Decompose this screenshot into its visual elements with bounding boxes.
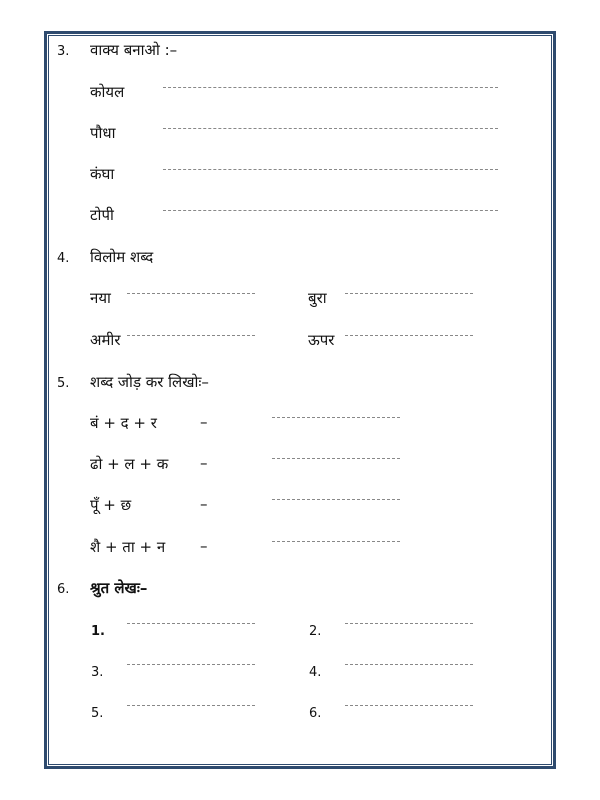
section-5-number: 5. bbox=[57, 376, 70, 391]
answer-line bbox=[163, 169, 498, 170]
word-paudha: पौधा bbox=[90, 124, 116, 142]
join-dash: – bbox=[200, 537, 208, 555]
section-3-title: वाक्य बनाओ :– bbox=[90, 41, 178, 59]
section-6-number: 6. bbox=[57, 582, 70, 597]
answer-line bbox=[127, 623, 255, 624]
answer-line bbox=[272, 499, 400, 500]
answer-line bbox=[127, 335, 255, 336]
answer-line bbox=[163, 128, 498, 129]
answer-line bbox=[163, 210, 498, 211]
dictation-number-4: 4. bbox=[309, 665, 322, 680]
section-6-title: श्रुत लेखः– bbox=[90, 579, 148, 597]
section-5-title: शब्द जोड़ कर लिखोः– bbox=[90, 373, 209, 391]
dictation-number-5: 5. bbox=[91, 706, 104, 721]
word-topi: टोपी bbox=[90, 206, 114, 224]
answer-line bbox=[345, 623, 473, 624]
word-koyal: कोयल bbox=[90, 83, 125, 101]
inner-border bbox=[48, 35, 552, 765]
join-parts-2: ढो + ल + क bbox=[90, 455, 169, 473]
word-amir: अमीर bbox=[90, 331, 121, 349]
answer-line bbox=[163, 87, 498, 88]
answer-line bbox=[345, 293, 473, 294]
join-dash: – bbox=[200, 413, 208, 431]
answer-line bbox=[272, 458, 400, 459]
answer-line bbox=[345, 664, 473, 665]
section-3-number: 3. bbox=[57, 44, 70, 59]
dictation-number-1: 1. bbox=[91, 624, 105, 639]
answer-line bbox=[345, 705, 473, 706]
answer-line bbox=[127, 293, 255, 294]
answer-line bbox=[272, 541, 400, 542]
answer-line bbox=[345, 335, 473, 336]
join-parts-1: बं + द + र bbox=[90, 414, 157, 432]
word-naya: नया bbox=[90, 289, 111, 307]
join-parts-3: पूँ + छ bbox=[90, 496, 132, 514]
answer-line bbox=[127, 705, 255, 706]
dictation-number-2: 2. bbox=[309, 624, 322, 639]
section-4-number: 4. bbox=[57, 251, 70, 266]
dictation-number-6: 6. bbox=[309, 706, 322, 721]
word-bura: बुरा bbox=[308, 289, 327, 307]
word-kangha: कंघा bbox=[90, 165, 115, 183]
join-dash: – bbox=[200, 454, 208, 472]
answer-line bbox=[272, 417, 400, 418]
join-dash: – bbox=[200, 495, 208, 513]
answer-line bbox=[127, 664, 255, 665]
section-4-title: विलोम शब्द bbox=[90, 248, 154, 266]
dictation-number-3: 3. bbox=[91, 665, 104, 680]
word-upar: ऊपर bbox=[308, 331, 335, 349]
join-parts-4: शै + ता + न bbox=[90, 538, 166, 556]
